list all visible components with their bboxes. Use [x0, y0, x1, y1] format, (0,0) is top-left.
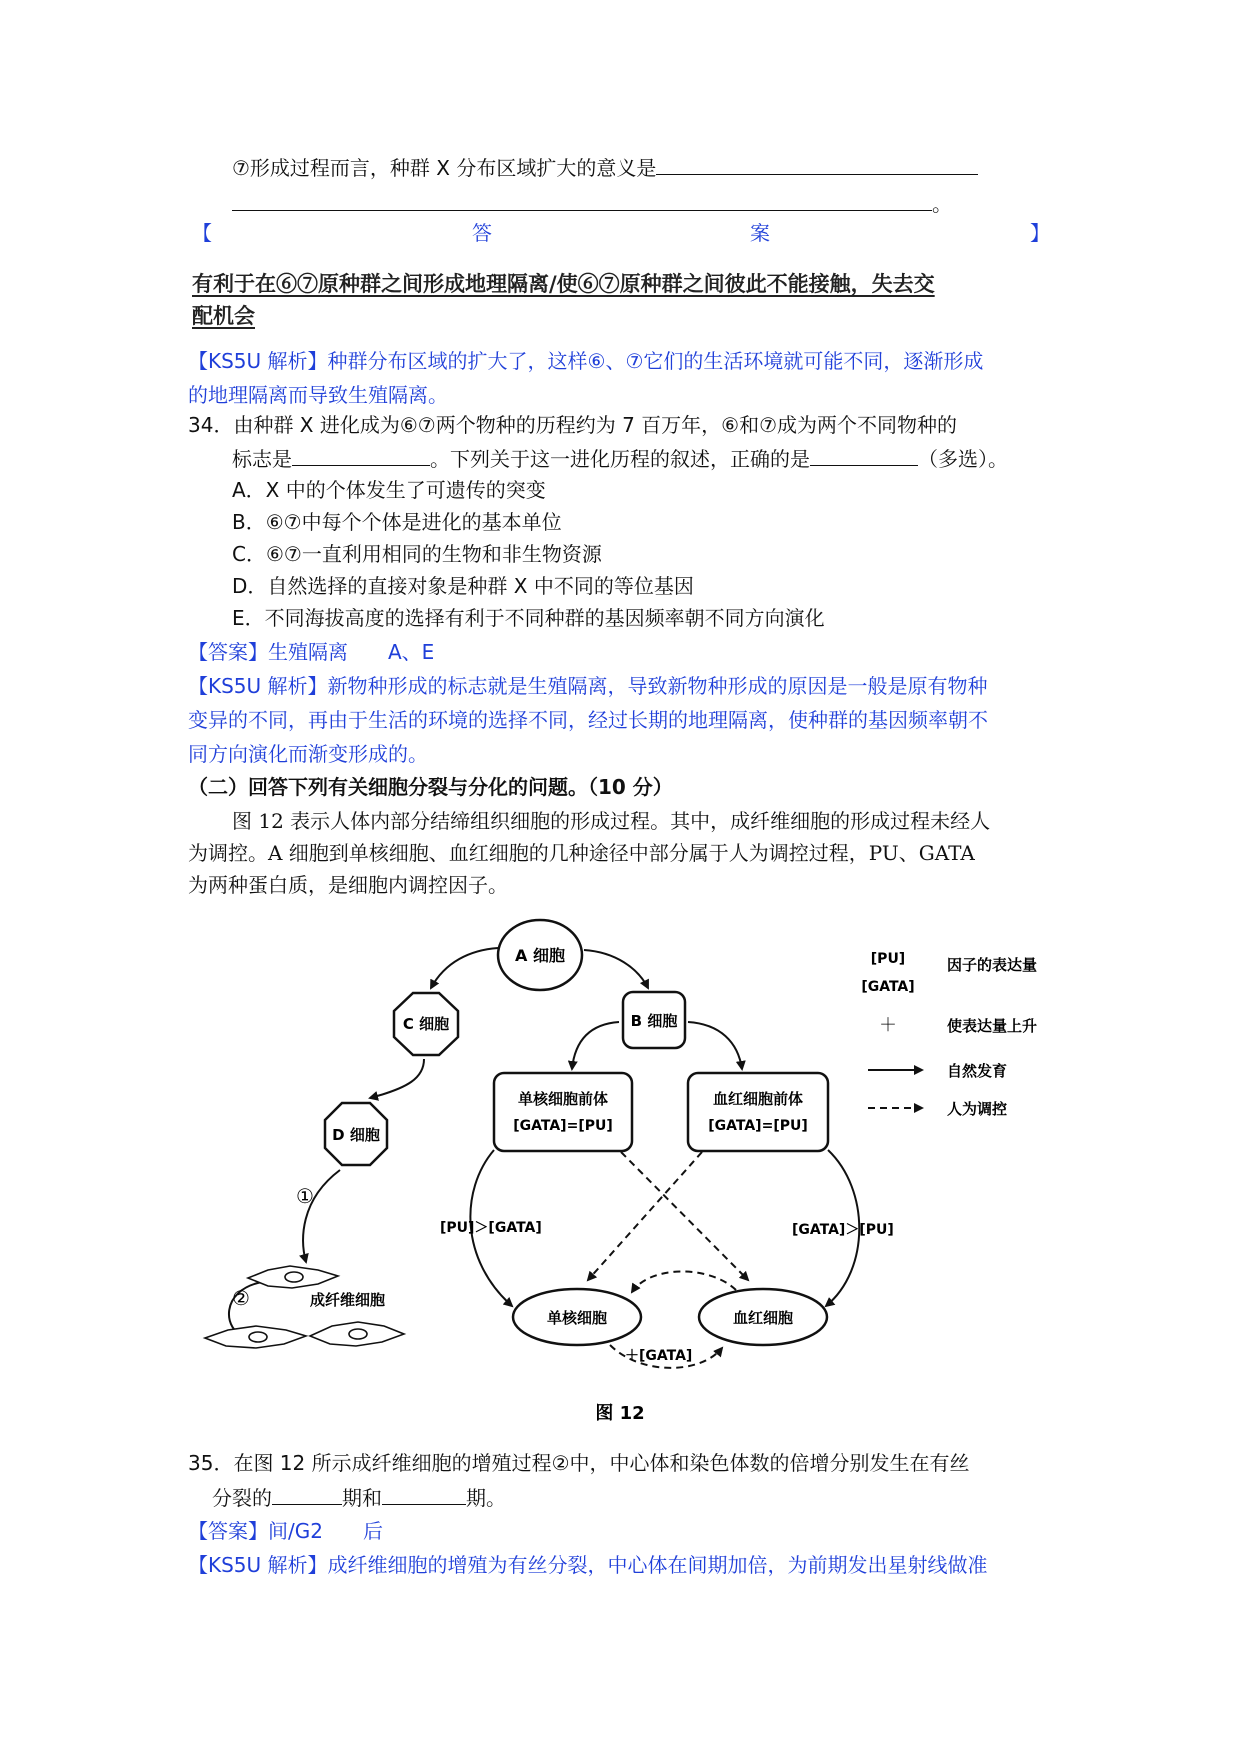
q34-analysis-line3: 同方向演化而渐变形成的。	[188, 742, 428, 766]
cell-b-node	[623, 992, 685, 1048]
section2-intro-line3: 为两种蛋白质，是细胞内调控因子。	[188, 873, 508, 897]
q35-text-a: 分裂的	[212, 1486, 272, 1510]
legend-gata: [GATA]	[861, 979, 915, 995]
step-2-marker: ②	[232, 1286, 250, 1310]
analysis1-text: 种群分布区域的扩大了，这样⑥、⑦它们的生活环境就可能不同，逐渐形成	[327, 349, 984, 373]
analysis-tag: 【KS5U 解析】	[188, 674, 328, 698]
mono-precursor-ratio: [GATA]=[PU]	[513, 1118, 613, 1134]
answer-blank[interactable]	[382, 1482, 466, 1505]
legend-natural: 自然发育	[947, 1062, 1008, 1080]
pu-gt-gata-label: [PU]＞[GATA]	[440, 1220, 542, 1236]
q35-text-b: 期和	[342, 1486, 382, 1510]
step-1-marker: ①	[296, 1184, 314, 1208]
answer-image-line2: 配机会	[192, 303, 255, 328]
q34-answer: 【答案】生殖隔离 A、E	[188, 640, 435, 664]
answer-char-2: 案	[750, 221, 770, 245]
mono-precursor-label: 单核细胞前体	[517, 1090, 609, 1108]
q35-line2	[212, 1482, 506, 1513]
q34-analysis-text: 新物种形成的标志就是生殖隔离，导致新物种形成的原因是一般是原有物种	[327, 674, 988, 698]
legend-plus: ＋	[879, 1015, 897, 1036]
section2-intro-line2: 为调控。A 细胞到单核细胞、血红细胞的几种途径中部分属于人为调控过程，PU、GATA	[188, 841, 975, 865]
q33-period: 。	[932, 192, 952, 216]
q34-text-a: 标志是	[232, 447, 292, 471]
q34-option-a: A．X 中的个体发生了可遗传的突变	[232, 478, 546, 502]
figure-caption: 图 12	[595, 1403, 645, 1424]
section2-intro-line1: 图 12 表示人体内部分结缔组织细胞的形成过程。其中，成纤维细胞的形成过程未经人	[232, 809, 991, 833]
q34-text-b: 。下列关于这一进化历程的叙述，正确的是	[430, 447, 810, 471]
answer-bracket-left: 【	[192, 221, 212, 245]
mono-cell-label: 单核细胞	[546, 1309, 608, 1327]
analysis-tag: 【KS5U 解析】	[188, 1553, 328, 1577]
ery-cell-node	[699, 1289, 827, 1345]
mono-precursor-box	[494, 1073, 632, 1151]
cell-d-node	[325, 1103, 387, 1165]
cell-a-node	[498, 920, 582, 990]
legend-expression: 因子的表达量	[947, 956, 1038, 974]
legend-pu: [PU]	[870, 951, 906, 967]
plus-gata-label: ＋[GATA]	[625, 1348, 693, 1364]
mono-cell-node	[513, 1289, 641, 1345]
cell-b-label: B 细胞	[630, 1012, 678, 1030]
legend-upregulate: 使表达量上升	[947, 1017, 1038, 1035]
ery-precursor-box	[688, 1073, 828, 1151]
ery-precursor-ratio: [GATA]=[PU]	[708, 1118, 808, 1134]
q34-analysis-line2: 变异的不同，再由于生活的环境的选择不同，经过长期的地理隔离，使种群的基因频率朝不	[188, 708, 988, 732]
answer-bracket-right: 】	[1030, 221, 1050, 245]
q35-answer: 【答案】间/G2 后	[188, 1519, 383, 1543]
answer-image-line1: 有利于在⑥⑦原种群之间形成地理隔离/使⑥⑦原种群之间彼此不能接触，失去交	[192, 271, 935, 296]
cell-c-node	[394, 993, 458, 1055]
answer-char-1: 答	[472, 221, 492, 245]
answer-blank[interactable]	[272, 1482, 342, 1505]
q35-line1: 35．在图 12 所示成纤维细胞的增殖过程②中，中心体和染色体数的倍增分别发生在有丝	[188, 1451, 970, 1475]
cell-a-label: A 细胞	[515, 946, 565, 965]
q34-option-e: E．不同海拔高度的选择有利于不同种群的基因频率朝不同方向演化	[232, 606, 825, 630]
q34-line1: 34．由种群 X 进化成为⑥⑦两个物种的历程约为 7 百万年，⑥和⑦成为两个不同物种的	[188, 413, 958, 437]
gata-gt-pu-label: [GATA]＞[PU]	[792, 1222, 894, 1238]
q35-analysis-text: 成纤维细胞的增殖为有丝分裂，中心体在间期加倍，为前期发出星射线做准	[327, 1553, 988, 1577]
q35-text-c: 期。	[466, 1486, 506, 1510]
q35-analysis-line1	[188, 1550, 988, 1580]
cell-d-label: D 细胞	[332, 1126, 380, 1144]
cell-c-label: C 细胞	[402, 1015, 450, 1033]
ery-precursor-label: 血红细胞前体	[712, 1090, 804, 1108]
section2-heading: （二）回答下列有关细胞分裂与分化的问题。（10 分）	[188, 775, 673, 799]
q34-text-c: （多选）。	[918, 447, 1008, 471]
fibroblast-label: 成纤维细胞	[310, 1291, 386, 1309]
q34-option-c: C．⑥⑦一直利用相同的生物和非生物资源	[232, 542, 602, 566]
analysis1-line2: 的地理隔离而导致生殖隔离。	[188, 383, 448, 407]
q34-option-b: B．⑥⑦中每个个体是进化的基本单位	[232, 510, 562, 534]
analysis-tag: 【KS5U 解析】	[188, 349, 328, 373]
ery-cell-label: 血红细胞	[732, 1309, 794, 1327]
legend-artificial: 人为调控	[947, 1100, 1008, 1118]
q33-text: ⑦形成过程而言，种群 X 分布区域扩大的意义是	[232, 156, 657, 180]
q34-option-d: D．自然选择的直接对象是种群 X 中不同的等位基因	[232, 574, 694, 598]
